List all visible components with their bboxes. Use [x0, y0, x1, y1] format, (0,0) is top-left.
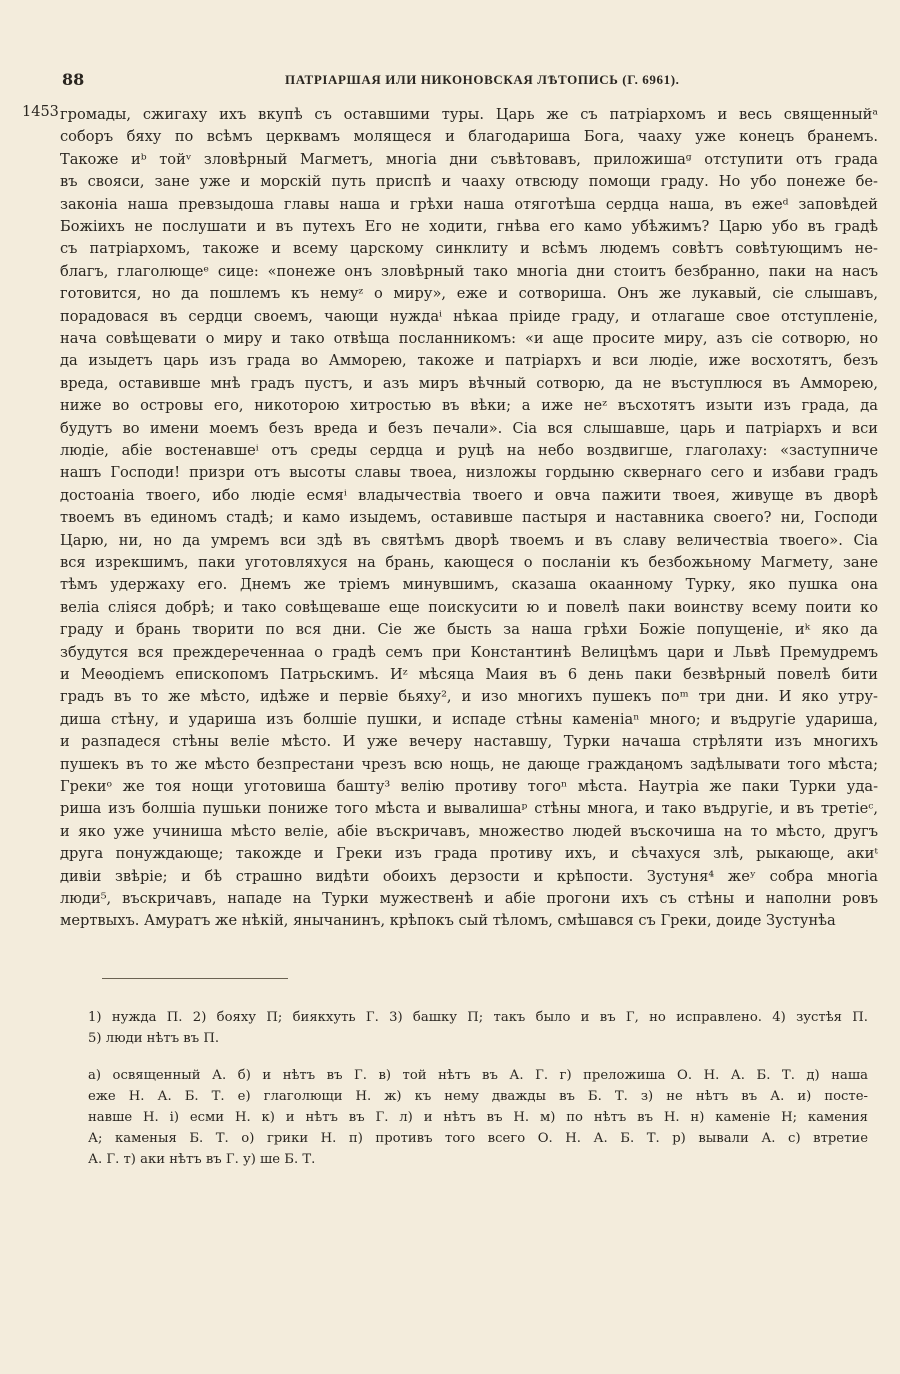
text-line: збудутся вся преждереченнаа о градѣ семъ при Константинѣ Велицѣмъ цари и Львѣ Премудремъ: [60, 643, 878, 661]
text-line: диша стѣну, и удариша изъ болшіе пушки, и испаде стѣны каменіаⁿ много; и въдругіе удариша,: [60, 710, 878, 728]
text-line: Такоже иᵇ тойᵛ зловѣрный Магметъ, многіа дни съвѣтовавъ, приложишаᵍ отступити отъ града: [60, 150, 878, 168]
text-line: риша изъ болшіа пушьки пониже того мѣста и вывалишаᵖ стѣны многа, и тако въдругіе, и въ третіеᶜ,: [60, 800, 878, 818]
footnote-line: 5) люди нѣтъ въ П.: [88, 1031, 220, 1046]
text-line: и разпадеся стѣны веліе мѣсто. И уже вечеру наставшу, Турки начаша стрѣляти изъ многихъ: [60, 733, 878, 751]
text-line: люди⁵, въскричавъ, нападе на Турки мужественѣ и абіе прогони ихъ съ стѣны и наполни ровъ: [60, 890, 878, 907]
text-line: громады, сжигаху ихъ вкупѣ съ оставшими туры. Царь же съ патріархомъ и весь священныйᵃ: [60, 106, 878, 123]
text-line: законіа наша превзыдоша главы наша и грѣхи наша отяготѣша сердца наша, въ ежеᵈ заповѣдей: [60, 195, 878, 213]
text-line: и Меѳодіемъ епископомъ Патрьскимъ. Иᶻ мѣсяца Маия въ 6 день паки безвѣрный повелѣ бити: [60, 666, 878, 683]
text-line: готовится, но да пошлемъ къ немуᶻ о миру», еже и сотвориша. Онъ же лукавый, сіе слышавъ,: [60, 285, 878, 303]
text-line: благъ, глаголющеᵉ сице: «понеже онъ зловѣрный тако многіа дни стоитъ безбранно, паки на насъ: [60, 262, 878, 280]
text-line: друга понуждающе; такожде и Греки изъ града противу ихъ, и сѣчахуся злѣ, рыкающе, акиᵗ: [60, 845, 878, 863]
text-line: будутъ во имени моемъ безъ вреда и безъ печали». Сіа вся слышавше, царь и патріархъ и вси: [60, 419, 878, 437]
margin-year: 1453: [22, 104, 59, 120]
text-line: твоемъ въ единомъ стадѣ; и камо изыдемъ, оставивше пастыря и наставника своего? ни, Господи: [60, 509, 878, 527]
text-line: вся изрекшимъ, паки уготовляхуся на брань, кающеся о посланіи къ безбожьному Магмету, зане: [60, 554, 878, 571]
text-line: порадовася въ сердци своемъ, чающи нуждаⁱ нѣкаа пріиде граду, и отлагаше свое отступленіе,: [60, 307, 878, 325]
text-line: соборъ бяху по всѣмъ церквамъ молящеся и благодариша Бога, чааху уже конецъ бранемъ.: [60, 128, 878, 146]
text-line: тѣмъ удержаху его. Днемъ же тріемъ минувшимъ, сказаша окаанному Турку, яко пушка она: [60, 576, 878, 594]
running-title: ПАТРІАРШАЯ ИЛИ НИКОНОВСКАЯ ЛѢТОПИСЬ (Г. 6961).: [285, 72, 680, 87]
text-line: въ свояси, зане уже и морскій путь приспѣ и чааху отвсюду помощи граду. Но убо понеже бе-: [60, 173, 878, 191]
text-line: мертвыхъ. Амуратъ же нѣкій, янычанинъ, крѣпокъ сый тѣломъ, смѣшався съ Греки, доиде Зустунѣа: [60, 912, 836, 930]
footnote-line: А. Г. т) аки нѣтъ въ Г. у) ше Б. Т.: [88, 1152, 316, 1167]
text-line: и яко уже учиниша мѣсто веліе, абіе въскричавъ, множество людей въскочиша на то мѣсто, другъ: [60, 822, 878, 840]
footnote-line: 1) нужда П. 2) бояху П; биякхуть Г. 3) башку П; такъ было и въ Г, но исправлено. 4) зустѣя П.: [88, 1010, 868, 1025]
text-line: Грекиᵒ же тоя нощи уготовиша башту³ велію противу тогоⁿ мѣста. Наутріа же паки Турки уда-: [60, 778, 878, 795]
text-line: съ патріархомъ, такоже и всему царскому синклиту и всѣмъ людемъ совѣтъ совѣтующимъ не-: [60, 240, 878, 258]
page-number: 88: [62, 70, 85, 89]
text-line: веліа сліяся добрѣ; и тако совѣщеваше еще поискусити ю и повелѣ паки воинству всему поити ко: [60, 598, 878, 616]
text-line: Божіихъ не послушати и въ путехъ Его не ходити, гнѣва его камо убѣжимъ? Царю убо въ градѣ: [60, 218, 878, 235]
text-line: граду и брань творити по вся дни. Сіе же бысть за наша грѣхи Божіе попущеніе, иᵏ яко да: [60, 621, 878, 639]
text-line: нача совѣщевати о миру и тако отвѣща посланникомъ: «и аще просите миру, азъ сіе сотворю, но: [60, 330, 878, 347]
text-line: пушекъ въ то же мѣсто безпрестани чрезъ всю нощь, не дающе граждаңомъ задѣлывати того мѣста;: [60, 755, 878, 773]
footnote-line: а) освященный А. б) и нѣтъ въ Г. в) той нѣтъ въ А. Г. г) преложиша О. Н. А. Б. Т. д) наша: [88, 1068, 868, 1083]
footnote-line: навше Н. і) есми Н. к) и нѣтъ въ Г. л) и нѣтъ въ Н. м) по нѣтъ въ Н. н) каменіе Н; камения: [88, 1110, 868, 1125]
text-line: градъ въ то же мѣсто, идѣже и первіе бьяху², и изо многихъ пушекъ поᵐ три дни. И яко утру-: [60, 688, 878, 706]
footnote-divider: [102, 978, 288, 979]
text-line: нашъ Господи! призри отъ высоты славы твоеа, низложы гордыню сквернаго сего и избави градъ: [60, 464, 878, 482]
text-line: дивіи звѣріе; и бѣ страшно видѣти обоихъ дерзости и крѣпости. Зустуня⁴ жеʸ собра многіа: [60, 867, 878, 885]
text-line: да изыдетъ царь изъ града во Амморею, такоже и патріархъ и вси людіе, иже восхотятъ, безъ: [60, 352, 878, 370]
text-line: ниже во островы его, никоторою хитростью въ вѣки; а иже неᶻ въсхотятъ изыти изъ града, да: [60, 397, 878, 415]
page-header: [0, 70, 900, 92]
text-line: людіе, абіе востенавшеⁱ отъ среды сердца и руцѣ на небо воздвигше, глаголаху: «заступниче: [60, 442, 878, 459]
footnote-line: А; каменыя Б. Т. о) грики Н. п) противъ того всего О. Н. А. Б. Т. р) вывали А. с) втретие: [88, 1131, 868, 1146]
text-line: Царю, ни, но да умремъ вси здѣ въ святѣмъ дворѣ твоемъ и въ славу величествіа твоего». Сіа: [60, 531, 878, 549]
text-line: достоаніа твоего, ибо людіе есмяⁱ владычествіа твоего и овча пажити твоея, живуще въ дворѣ: [60, 486, 878, 504]
footnote-line: еже Н. А. Б. Т. е) глаголющи Н. ж) къ нему дважды въ Б. Т. з) не нѣтъ въ А. и) посте-: [88, 1089, 868, 1104]
text-line: вреда, оставивше мнѣ градъ пустъ, и азъ миръ вѣчный сотворю, да не въступлюся въ Амморею,: [60, 374, 878, 392]
